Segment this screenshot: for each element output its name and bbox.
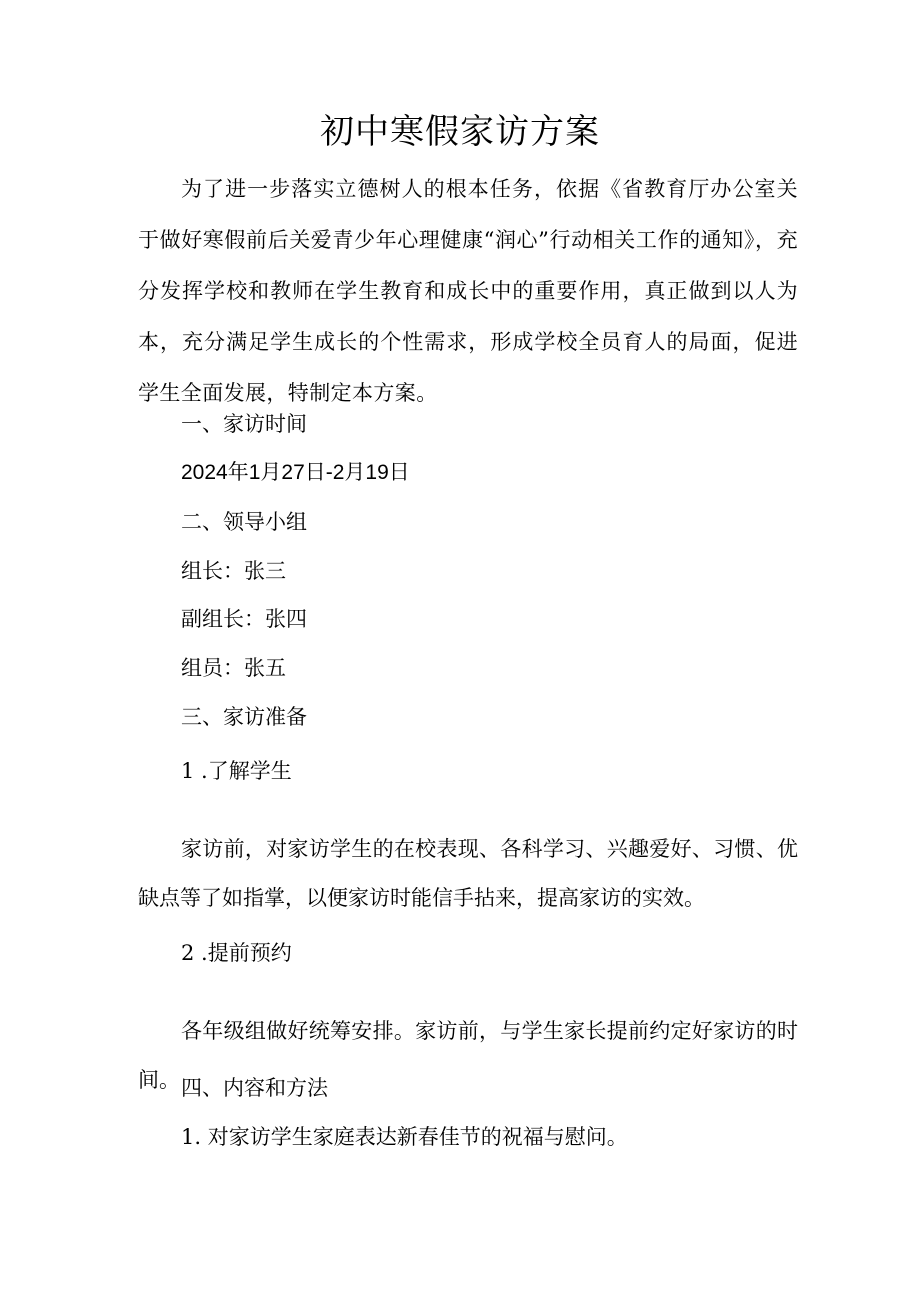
intro-paragraph: 为了进一步落实立德树人的根本任务，依据《省教育厅办公室关于做好寒假前后关爱青少年心理健康“润心”行动相关工作的通知》，充分发挥学校和教师在学生教育和成长中的重要作用，真正做到以人为本，充分满足学生成长的个性需求，形成学校全员育人的局面，促进学生全面发展，特制定本方案。 bbox=[138, 177, 798, 405]
section-prep-heading: 三、家访准备 bbox=[181, 705, 307, 729]
prep-item-1-body: 家访前，对家访学生的在校表现、各科学习、兴趣爱好、习惯、优缺点等了如指掌，以便家访时能信手拈来，提高家访的实效。 bbox=[138, 837, 798, 910]
prep-item-2-body: 各年级组做好统筹安排。家访前，与学生家长提前约定好家访的时间。 bbox=[138, 1019, 798, 1092]
content-item-1: 1. 对家访学生家庭表达新春佳节的祝福与慰问。 bbox=[181, 1125, 628, 1149]
leader-text: 组长：张三 bbox=[181, 559, 286, 583]
time-range-text: 2024年1月27日-2月19日 bbox=[181, 461, 410, 484]
section-leaders-heading: 二、领导小组 bbox=[181, 510, 307, 534]
prep-item-2-title: 2 .提前预约 bbox=[181, 941, 292, 965]
section-time-heading: 一、家访时间 bbox=[181, 412, 307, 436]
prep-item-1-title: 1 .了解学生 bbox=[181, 759, 292, 783]
vice-leader-text: 副组长：张四 bbox=[181, 607, 307, 631]
members-text: 组员：张五 bbox=[181, 656, 286, 680]
section-content-heading: 四、内容和方法 bbox=[181, 1076, 328, 1100]
document-title: 初中寒假家访方案 bbox=[320, 112, 600, 152]
